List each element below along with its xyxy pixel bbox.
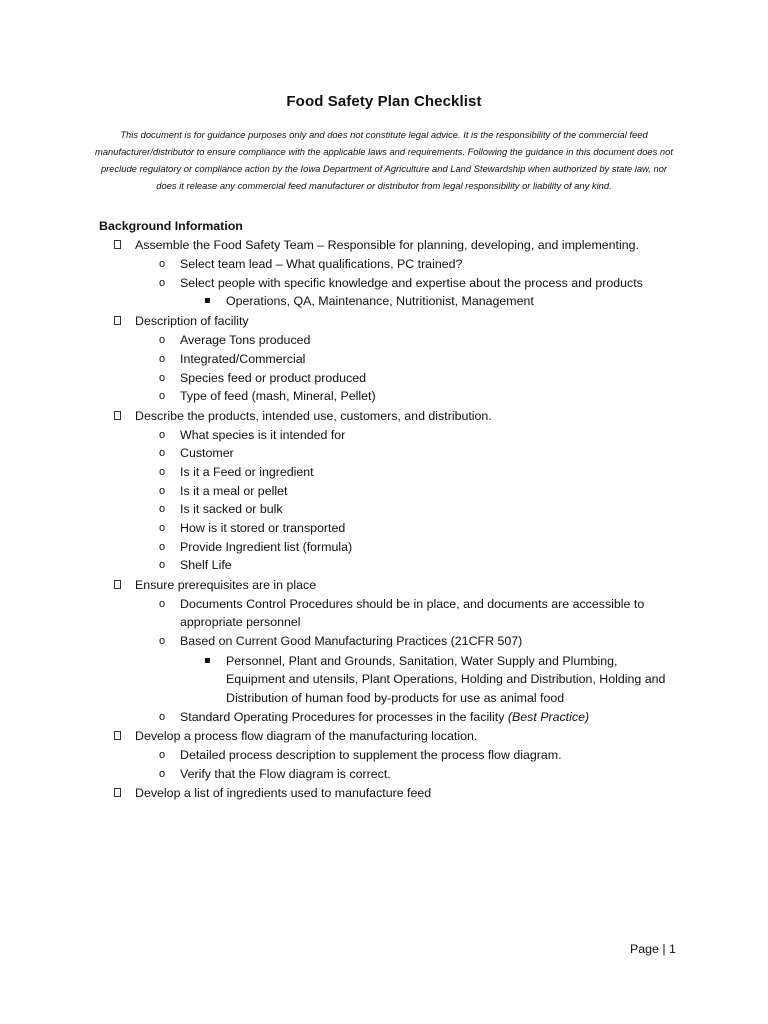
sub-item: Shelf Life: [180, 558, 232, 572]
circle-bullet: o: [159, 768, 166, 780]
checklist-item: Describe the products, intended use, customers, and distribution.: [135, 409, 492, 423]
circle-bullet: o: [159, 390, 166, 402]
sub-item: Customer: [180, 446, 234, 460]
sub-item: Verify that the Flow diagram is correct.: [180, 767, 391, 781]
circle-bullet: o: [159, 522, 166, 534]
checkbox[interactable]: [114, 580, 121, 589]
sub-item: Detailed process description to supplement the process flow diagram.: [180, 748, 562, 762]
circle-bullet: o: [159, 258, 166, 270]
circle-bullet: o: [159, 447, 166, 459]
sub-sub-item: Personnel, Plant and Grounds, Sanitation, Water Supply and Plumbing,: [226, 654, 618, 668]
sub-item: Documents Control Procedures should be in place, and documents are accessible to: [180, 597, 645, 611]
circle-bullet: o: [159, 559, 166, 571]
circle-bullet: o: [159, 635, 166, 647]
sub-item: [180, 708, 589, 726]
sub-item: Is it a Feed or ingredient: [180, 465, 314, 479]
sub-item: Integrated/Commercial: [180, 352, 306, 366]
disclaimer-text: This document is for guidance purposes only and does not constitute legal advice. It is the responsibility of the commercial feed manufacturer/distributor to ensure compliance with the applicable laws and requirements. Following the guidance in this document does not preclude regulatory or compliance action by the Iowa Department of Agriculture and Land Stewardship when authorized by state law, nor does it release any commercial feed manufacturer or distributor from legal responsibility or liability of any kind.: [95, 129, 673, 191]
sub-item: Based on Current Good Manufacturing Practices (21CFR 507): [180, 634, 523, 648]
sub-item: Is it a meal or pellet: [180, 484, 288, 498]
square-bullet: [205, 298, 210, 303]
sub-item: Type of feed (mash, Mineral, Pellet): [180, 389, 376, 403]
sub-item: Species feed or product produced: [180, 371, 366, 385]
circle-bullet: o: [159, 541, 166, 553]
checklist-item: Description of facility: [135, 314, 249, 328]
sub-item: Is it sacked or bulk: [180, 502, 283, 516]
circle-bullet: o: [159, 466, 166, 478]
sub-item: Select people with specific knowledge and expertise about the process and products: [180, 276, 643, 290]
circle-bullet: o: [159, 503, 166, 515]
square-bullet: [205, 658, 210, 663]
sub-sub-item: Operations, QA, Maintenance, Nutritionist, Management: [226, 294, 534, 308]
sub-item-text: Standard Operating Procedures for processes in the facility: [180, 710, 508, 724]
page-number: Page | 1: [630, 942, 676, 956]
sub-item: Provide Ingredient list (formula): [180, 540, 353, 554]
circle-bullet: o: [159, 749, 166, 761]
circle-bullet: o: [159, 429, 166, 441]
circle-bullet: o: [159, 277, 166, 289]
circle-bullet: o: [159, 598, 166, 610]
checkbox[interactable]: [114, 411, 121, 420]
circle-bullet: o: [159, 372, 166, 384]
circle-bullet: o: [159, 334, 166, 346]
checkbox[interactable]: [114, 788, 121, 797]
checkbox[interactable]: [114, 731, 121, 740]
checklist-item: Develop a list of ingredients used to manufacture feed: [135, 786, 432, 800]
section-heading: Background Information: [99, 219, 243, 233]
checklist-item: Ensure prerequisites are in place: [135, 578, 317, 592]
checklist-item: Develop a process flow diagram of the manufacturing location.: [135, 729, 478, 743]
checkbox[interactable]: [114, 240, 121, 249]
sub-item-continuation: appropriate personnel: [180, 615, 301, 629]
sub-item: What species is it intended for: [180, 428, 346, 442]
sub-item: Select team lead – What qualifications, PC trained?: [180, 257, 463, 271]
circle-bullet: o: [159, 353, 166, 365]
page-title: Food Safety Plan Checklist: [286, 93, 482, 110]
sub-item: How is it stored or transported: [180, 521, 346, 535]
sub-sub-item-continuation: Distribution of human food by-products for use as animal food: [226, 691, 565, 705]
checkbox[interactable]: [114, 316, 121, 325]
sub-item: Average Tons produced: [180, 333, 311, 347]
sub-sub-item-continuation: Equipment and utensils, Plant Operations, Holding and Distribution, Holding and: [226, 672, 666, 686]
circle-bullet: o: [159, 485, 166, 497]
checklist-item: Assemble the Food Safety Team – Responsible for planning, developing, and implementing.: [135, 238, 639, 252]
best-practice-note: (Best Practice): [507, 710, 590, 724]
circle-bullet: o: [159, 711, 166, 723]
